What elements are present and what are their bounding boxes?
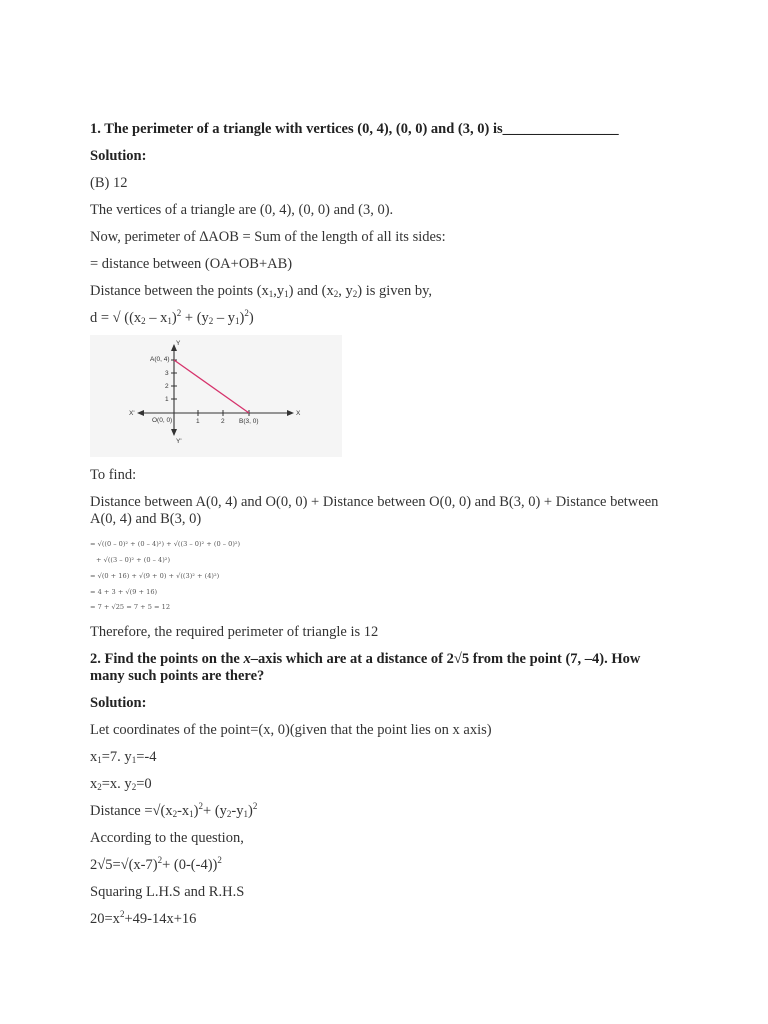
distance-formula: Distance $=√(x_2-x_1)^2+ (y_2-y_1)^2$ (90, 801, 258, 819)
triangle-graph (90, 335, 342, 457)
text-line: = distance between (OA+OB+AB) (90, 256, 293, 272)
distance-formula-intro: Distance between the points $(x_1,y_1)$ and ($x_2$, $y_2$) is given by, (90, 283, 433, 299)
text-line: According to the question, (90, 830, 244, 846)
find-text: Distance between A(0, 4) and O(0, 0) + Distance between O(0, 0) and B(3, 0) + Distance between A(0, 4) and B(3, 0) (90, 494, 659, 527)
y-neg-axis-label: Y' (176, 438, 182, 445)
point-b-label: B(3, 0) (239, 418, 259, 425)
x1-y1-values: $x_1=7$. $y_1=-4$ (90, 749, 157, 765)
conclusion-text: Therefore, the required perimeter of triangle is 12 (90, 624, 379, 640)
y-axis-arrow-down (171, 429, 177, 436)
equation-line: $20=x^2+49-14x+16$ (90, 909, 197, 927)
equation-row: = √(0 + 16) + √(9 + 0) + √((3)² + (4)²) (90, 572, 220, 580)
equation-row: = 7 + √25 = 7 + 5 = 12 (90, 603, 171, 611)
y-tick-label: 3 (165, 370, 169, 377)
equation-row: = 4 + 3 + √(9 + 16) (90, 588, 158, 596)
point-o-label: O(0, 0) (152, 417, 173, 424)
x2-y2-values: $x_2=x$. $y_2=0$ (90, 776, 152, 792)
x-neg-axis-label: X' (129, 410, 135, 417)
equation-line: $2√5=√(x-7)^2+ (0-(-4))^2$ (90, 855, 222, 873)
x-axis-label: X (296, 410, 301, 417)
question-2-title: 2. Find the points on the x–axis which are at a distance of 2√5 from the point (7, –4). How many such points are there? (90, 651, 641, 684)
point-a-label: A(0, 4) (150, 356, 170, 363)
y-tick-label: 2 (165, 383, 169, 390)
triangle-graph-figure (90, 335, 342, 457)
distance-formula: d = √ $((x_2 - x_1)^2 + (y_2 - y_1)^2)$ (90, 308, 254, 326)
to-find-label: To find: (90, 467, 137, 483)
text-line: Squaring L.H.S and R.H.S (90, 884, 245, 900)
perimeter-calculation-image (90, 538, 250, 616)
equation-row: = √((0 – 0)² + (0 – 4)²) + √((3 – 0)² + (0 – 0)²) (90, 540, 241, 548)
x-tick-label: 1 (196, 418, 200, 425)
x-axis-arrow-left (137, 410, 144, 416)
text-line: Now, perimeter of ∆AOB = Sum of the length of all its sides: (90, 229, 446, 245)
equation-row: + √((3 – 0)² + (0 – 4)²) (96, 556, 171, 564)
triangle-side-ab (174, 360, 249, 413)
question-1-title: 1. The perimeter of a triangle with vertices (0, 4), (0, 0) and (3, 0) is________________ (90, 121, 619, 137)
y-axis-label: Y (176, 340, 181, 347)
text-line: Let coordinates of the point=(x, 0)(given that the point lies on x axis) (90, 722, 492, 738)
solution-label: Solution: (90, 148, 147, 164)
solution-label: Solution: (90, 695, 147, 711)
answer-text: (B) 12 (90, 175, 128, 191)
x-tick-label: 2 (221, 418, 225, 425)
y-tick-label: 1 (165, 396, 169, 403)
text-line: The vertices of a triangle are (0, 4), (0, 0) and (3, 0). (90, 202, 394, 218)
x-axis-arrow-right (287, 410, 294, 416)
